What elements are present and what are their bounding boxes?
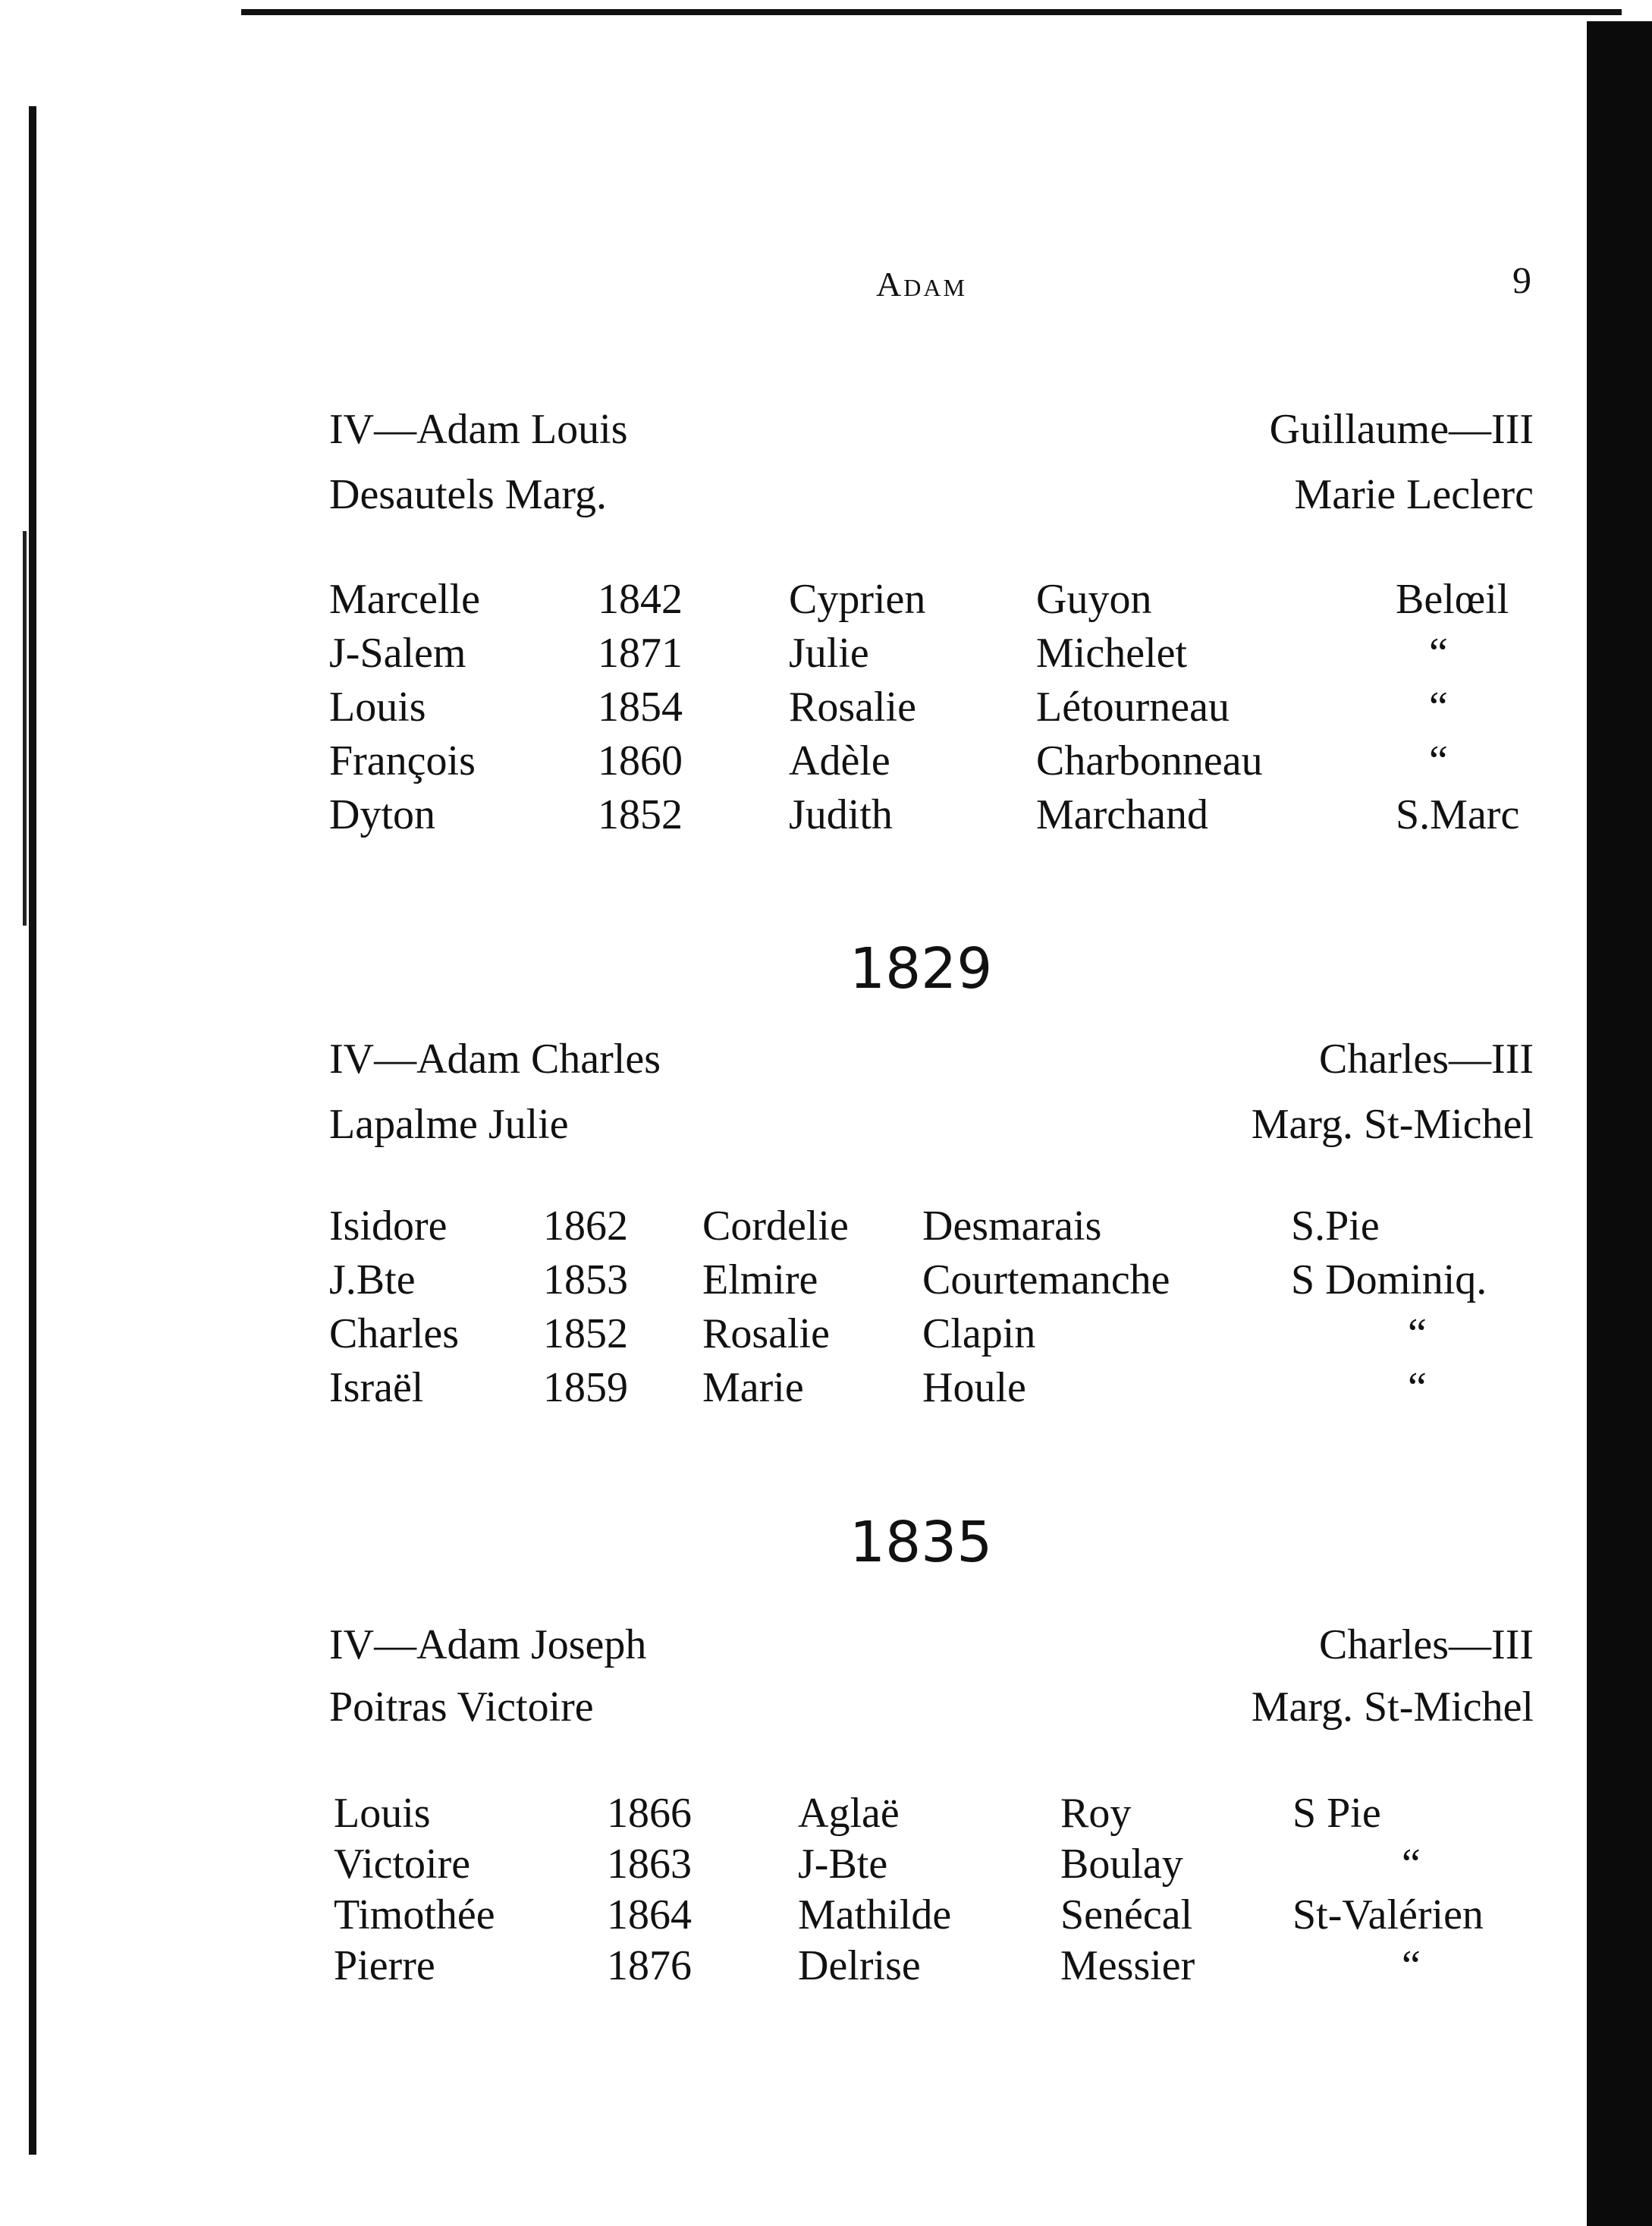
marriage-year: 1859 [543,1364,628,1411]
page-left-edge-shadow [29,106,36,2155]
child-name: François [329,737,476,784]
child-name: Louis [334,1790,431,1837]
parish: “ [1408,1310,1427,1357]
spouse-first-name: Mathilde [798,1891,952,1938]
spouse-first-name: Judith [789,791,893,838]
husband-name: IV—Adam Louis [329,406,628,453]
child-name: Pierre [334,1942,435,1989]
page-top-rule [241,9,1622,15]
child-name: J.Bte [329,1256,416,1303]
child-name: Charles [329,1310,460,1357]
parish: “ [1429,737,1448,784]
spouse-surname: Charbonneau [1036,737,1263,784]
spouse-surname: Boulay [1060,1841,1183,1888]
marriage-year: 1842 [598,576,683,623]
spouse-first-name: Delrise [798,1942,921,1989]
year-heading: 1835 [850,1510,993,1575]
spouse-surname: Desmarais [922,1203,1102,1250]
spouse-surname: Guyon [1036,576,1152,623]
spouse-surname: Senécal [1060,1891,1193,1938]
child-name: Victoire [334,1841,471,1888]
spouse-surname: Michelet [1036,630,1188,677]
spouse-first-name: Julie [789,630,869,677]
spouse-surname: Houle [922,1364,1026,1411]
spouse-surname: Létourneau [1036,684,1230,731]
marriage-year: 1866 [607,1790,692,1837]
mother-name: Marie Leclerc [1294,471,1534,518]
parish: St-Valérien [1292,1891,1484,1938]
marriage-year: 1852 [598,791,683,838]
marriage-year: 1871 [598,630,683,677]
year-heading: 1829 [850,936,993,1001]
parish: S Pie [1292,1790,1381,1837]
marriage-year: 1863 [607,1841,692,1888]
child-name: J-Salem [329,630,466,677]
child-name: Louis [329,684,426,731]
spouse-first-name: Rosalie [789,684,916,731]
child-name: Timothée [334,1891,495,1938]
wife-name: Desautels Marg. [329,471,607,518]
mother-name: Marg. St-Michel [1251,1684,1534,1731]
parish: S.Pie [1291,1203,1380,1250]
running-header: Adam [876,265,967,303]
spouse-surname: Marchand [1036,791,1209,838]
marriage-year: 1852 [543,1310,628,1357]
spouse-first-name: Elmire [702,1256,818,1303]
child-name: Dyton [329,791,435,838]
child-name: Isidore [329,1203,448,1250]
spouse-first-name: J-Bte [798,1841,888,1888]
marriage-year: 1854 [598,684,683,731]
marriage-year: 1876 [607,1942,692,1989]
marriage-year: 1853 [543,1256,628,1303]
spouse-surname: Messier [1060,1942,1195,1989]
spouse-first-name: Aglaë [798,1790,900,1837]
marriage-year: 1864 [607,1891,692,1938]
father-name: Charles—III [1318,1036,1534,1083]
page-number: 9 [1512,259,1531,301]
spouse-surname: Roy [1060,1790,1132,1837]
parish: “ [1429,630,1448,677]
page-left-edge-mark [23,531,27,926]
spouse-surname: Clapin [922,1310,1036,1357]
marriage-year: 1860 [598,737,683,784]
spouse-first-name: Marie [702,1364,804,1411]
husband-name: IV—Adam Joseph [329,1621,647,1668]
spouse-first-name: Rosalie [702,1310,830,1357]
parish: S Dominiq. [1291,1256,1487,1303]
page-right-edge-shadow [1587,21,1652,2226]
father-name: Guillaume—III [1269,406,1534,453]
spouse-first-name: Cyprien [789,576,926,623]
parish: “ [1402,1841,1421,1888]
mother-name: Marg. St-Michel [1251,1101,1534,1148]
father-name: Charles—III [1318,1621,1534,1668]
spouse-first-name: Adèle [789,737,890,784]
spouse-first-name: Cordelie [702,1203,849,1250]
parish: “ [1402,1942,1421,1989]
child-name: Israël [329,1364,424,1411]
child-name: Marcelle [329,576,480,623]
parish: “ [1429,684,1448,731]
marriage-year: 1862 [543,1203,628,1250]
wife-name: Lapalme Julie [329,1101,569,1148]
wife-name: Poitras Victoire [329,1684,594,1731]
parish: S.Marc [1396,791,1520,838]
husband-name: IV—Adam Charles [329,1036,661,1083]
parish: “ [1408,1364,1427,1411]
spouse-surname: Courtemanche [922,1256,1170,1303]
parish: Belœil [1396,576,1509,623]
